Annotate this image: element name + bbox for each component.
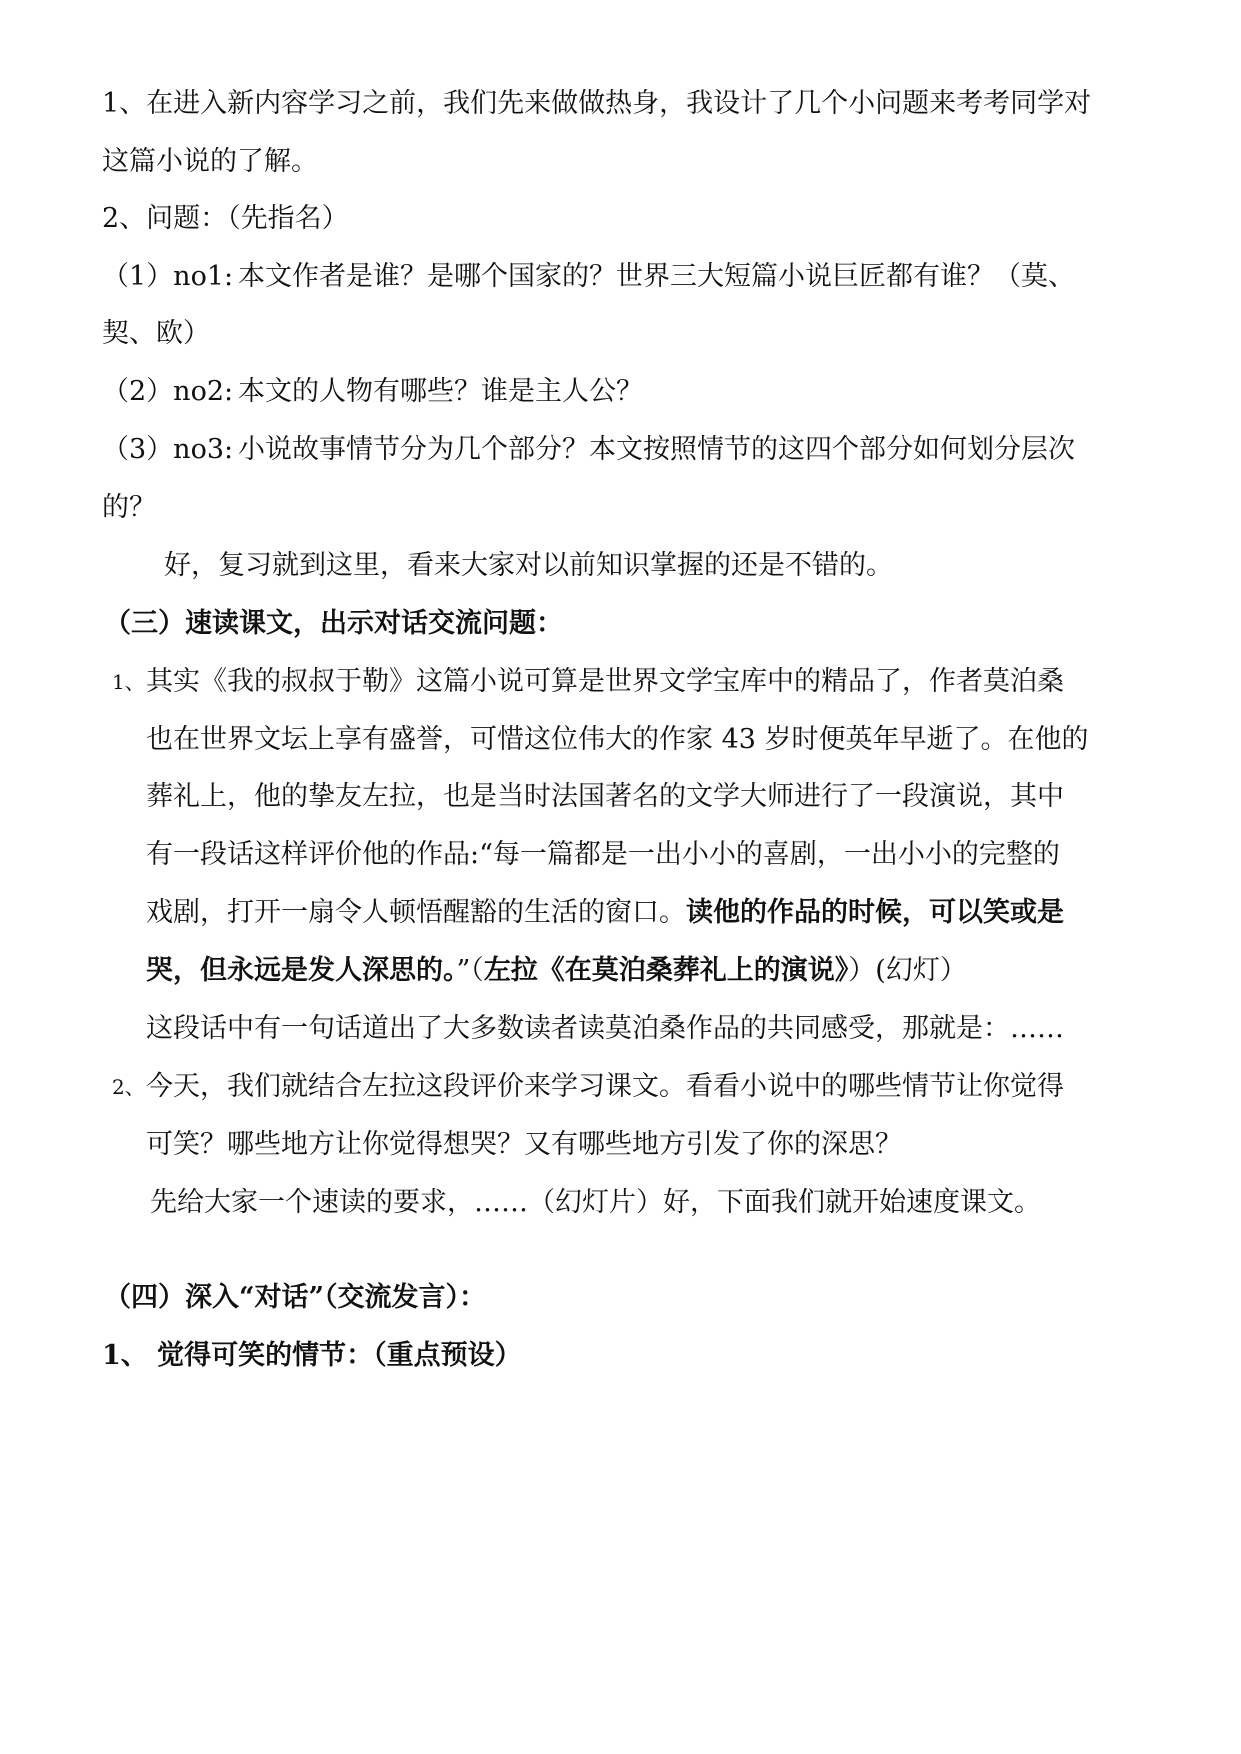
item-1-line-6-bold-source: 左拉《在莫泊桑葬礼上的演说》 <box>483 955 849 986</box>
item-2-line-3: 先给大家一个速读的要求，……（幻灯片）好，下面我们就开始速度课文。 <box>150 1187 1041 1218</box>
question-1-text: 本文作者是谁？是哪个国家的？世界三大短篇小说巨匠都有谁？（莫、 <box>238 261 1075 292</box>
item-2-line-1: 今天，我们就结合左拉这段评价来学习课文。看看小说中的哪些情节让你觉得 <box>146 1071 1064 1102</box>
item-1-line-5 <box>146 893 1064 933</box>
review-closing-line: 好，复习就到这里，看来大家对以前知识掌握的还是不错的。 <box>164 550 893 581</box>
item-1-number: 1、 <box>112 670 145 694</box>
item-1-line-6-punct: ”（ <box>456 955 484 986</box>
question-3-continuation: 的？ <box>102 492 156 523</box>
item-1-line-6-slide-note: ）(幻灯） <box>848 955 967 986</box>
question-3-label: （3）no3: <box>102 434 234 465</box>
paragraph-1-line-1: 1、在进入新内容学习之前，我们先来做做热身，我设计了几个小问题来考考同学对 <box>102 88 1092 119</box>
question-2-text: 本文的人物有哪些？谁是主人公？ <box>238 376 643 407</box>
section-4-item-1: 1、 觉得可笑的情节：（重点预设） <box>102 1340 522 1371</box>
item-1-line-6-bold-quote: 哭，但永远是发人深思的。 <box>146 955 457 986</box>
item-1-line-5-regular: 戏剧，打开一扇令人顿悟醒豁的生活的窗口。 <box>146 897 686 928</box>
item-1-line-3: 葬礼上，他的挚友左拉，也是当时法国著名的文学大师进行了一段演说，其中 <box>146 781 1064 812</box>
question-1-continuation: 契、欧） <box>102 318 210 349</box>
item-1-line-2: 也在世界文坛上享有盛誉，可惜这位伟大的作家 43 岁时便英年早逝了。在他的 <box>146 724 1089 755</box>
item-2-number: 2、 <box>112 1075 145 1099</box>
item-1-line-7: 这段话中有一句话道出了大多数读者读莫泊桑作品的共同感受，那就是：…… <box>146 1013 1064 1044</box>
question-3-text: 小说故事情节分为几个部分？本文按照情节的这四个部分如何划分层次 <box>238 434 1075 465</box>
section-3-heading: （三）速读课文，出示对话交流问题： <box>104 608 563 639</box>
paragraph-1-line-2: 这篇小说的了解。 <box>102 146 318 177</box>
item-1-line-6 <box>146 951 967 991</box>
item-2-line-2: 可笑？哪些地方让你觉得想哭？又有哪些地方引发了你的深思？ <box>146 1129 902 1160</box>
item-1-line-4: 有一段话这样评价他的作品:“每一篇都是一出小小的喜剧，一出小小的完整的 <box>146 839 1060 870</box>
question-2-label: （2）no2: <box>102 376 234 407</box>
section-4-heading: （四）深入“对话”（交流发言）： <box>104 1282 487 1313</box>
paragraph-2: 2、问题：（先指名） <box>102 203 349 234</box>
question-1-label: （1）no1: <box>102 261 234 292</box>
item-1-line-5-bold: 读他的作品的时候，可以笑或是 <box>686 897 1064 928</box>
item-1-line-1: 其实《我的叔叔于勒》这篇小说可算是世界文学宝库中的精品了，作者莫泊桑 <box>146 666 1064 697</box>
